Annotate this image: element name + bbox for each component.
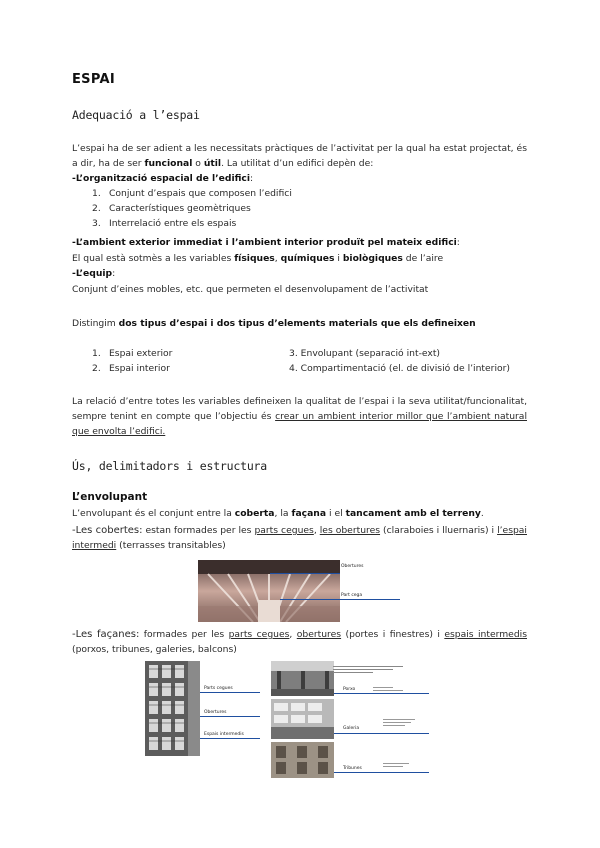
roof-label: Part cega xyxy=(341,593,363,598)
galeria-note-lines xyxy=(383,717,423,728)
relacio-paragraph: La relació d’entre totes les variables defineixen la qualitat de l’espai i la seva utilitat/funcionalitat, sempre tenint en compte que l’objectiu és crear un ambient interior millor que l’ambient natural que envolta l’edifici. xyxy=(72,396,527,437)
list-item: 3. Envolupant (separació int-ext) xyxy=(289,348,441,359)
equip-heading: -L’equip: xyxy=(72,268,116,279)
list-item: 4. Compartimentació (el. de divisió de l’interior) xyxy=(289,363,510,374)
list-item: 2. Espai interior xyxy=(92,363,170,374)
cobertes-paragraph: -Les cobertes: estan formades per les parts cegues, les obertures (claraboies i lluernaris) i l’espai intermedi (terrasses transitables) xyxy=(72,525,527,551)
facade-label: Espais intermedis xyxy=(204,732,244,737)
ambient-text: El qual està sotmès a les variables físiques, químiques i biològiques de l’aire xyxy=(72,253,444,264)
list-item: 3. Interrelació entre els espais xyxy=(92,218,237,229)
right-label: Porxo xyxy=(343,687,356,692)
right-line xyxy=(334,772,429,773)
list-item: 1. Conjunt d’espais que composen l’edifici xyxy=(92,188,292,199)
section-heading-adequacio: Adequació a l’espai xyxy=(72,108,200,122)
section-heading-us: Ús, delimitadors i estructura xyxy=(72,459,267,473)
right-list xyxy=(289,346,510,376)
org-heading: -L’organització espacial de l’edifici: xyxy=(72,173,254,184)
facade-line xyxy=(200,692,260,693)
facade-label: Parts cegues xyxy=(204,686,233,691)
distingim-text: Distingim dos tipus d’espai i dos tipus d’elements materials que els defineixen xyxy=(72,318,476,329)
left-list xyxy=(92,346,172,376)
ambient-heading: -L’ambient exterior immediat i l’ambient interior produït pel mateix edifici: xyxy=(72,237,460,248)
page-title: ESPAI xyxy=(72,72,115,87)
roof-photo xyxy=(198,560,340,622)
facade-line xyxy=(200,716,260,717)
porxo-photo xyxy=(271,661,334,696)
galeria-photo xyxy=(271,699,334,739)
facanes-paragraph: -Les façanes: formades per les parts cegues, obertures (portes i finestres) i espais intermedis (porxos, tribunes, galeries, balcons) xyxy=(72,629,527,655)
list-item: 1. Espai exterior xyxy=(92,348,173,359)
facade-photo xyxy=(145,661,200,756)
right-label: Galeria xyxy=(343,726,360,731)
envolupant-text: L’envolupant és el conjunt entre la coberta, la façana i el tancament amb el terreny. xyxy=(72,508,484,519)
org-list xyxy=(92,186,292,231)
roof-line xyxy=(280,599,400,600)
facade-line xyxy=(200,738,260,739)
right-line xyxy=(334,693,429,694)
tribunes-note-lines xyxy=(383,761,423,769)
roof-label: Obertures xyxy=(341,564,364,569)
list-item: 2. Característiques geomètriques xyxy=(92,203,251,214)
facade-label: Obertures xyxy=(204,710,227,715)
envolupant-heading: L’envolupant xyxy=(72,491,148,503)
right-line xyxy=(334,733,429,734)
roof-line xyxy=(270,573,340,574)
equip-text: Conjunt d’eines mobles, etc. que permeten el desenvolupament de l’activitat xyxy=(72,284,429,295)
porxo-caption-lines xyxy=(333,664,408,675)
tribunes-photo xyxy=(271,742,334,778)
porxo-note-lines xyxy=(373,685,413,693)
intro-paragraph: L’espai ha de ser adient a les necessitats pràctiques de l’activitat per la qual ha estat projectat, és a dir, ha de ser funcional o útil. La utilitat d’un edifici depèn de: xyxy=(72,143,527,169)
right-label: Tribunes xyxy=(343,766,362,771)
